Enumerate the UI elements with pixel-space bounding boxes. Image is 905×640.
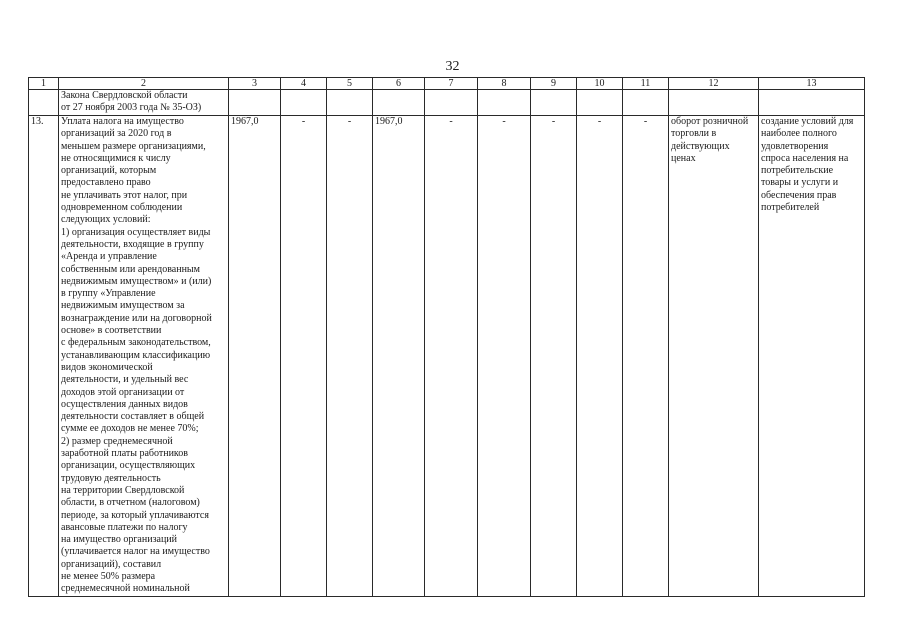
cont-cell-6 (373, 90, 425, 116)
cont-cell-12 (669, 90, 759, 116)
row-value-col6: 1967,0 (373, 116, 425, 597)
cont-cell-5 (327, 90, 373, 116)
column-number-row (29, 78, 865, 90)
row-value-col9: - (531, 116, 577, 597)
row-value-col10: - (577, 116, 623, 597)
column-header-1: 1 (29, 78, 59, 90)
row-value-col4: - (281, 116, 327, 597)
column-header-11: 11 (623, 78, 669, 90)
column-header-6: 6 (373, 78, 425, 90)
cont-cell-2: Закона Свердловской области от 27 ноября 2003 года № 35-ОЗ) (59, 90, 229, 116)
column-header-10: 10 (577, 78, 623, 90)
row-value-col3: 1967,0 (229, 116, 281, 597)
column-header-9: 9 (531, 78, 577, 90)
cont-cell-11 (623, 90, 669, 116)
cont-cell-1 (29, 90, 59, 116)
column-header-5: 5 (327, 78, 373, 90)
column-header-7: 7 (425, 78, 478, 90)
row-value-col5: - (327, 116, 373, 597)
cont-cell-13 (759, 90, 865, 116)
row-value-col11: - (623, 116, 669, 597)
row-indicator: оборот розничной торговли в действующих ценах (669, 116, 759, 597)
column-header-8: 8 (478, 78, 531, 90)
row-goal: создание условий для наиболее полного удовлетворения спроса населения на потребительские товары и услуги и обеспечения прав потребителей (759, 116, 865, 597)
row-number: 13. (29, 116, 59, 597)
cont-cell-3 (229, 90, 281, 116)
column-header-3: 3 (229, 78, 281, 90)
cont-cell-8 (478, 90, 531, 116)
column-header-13: 13 (759, 78, 865, 90)
cont-cell-9 (531, 90, 577, 116)
column-header-12: 12 (669, 78, 759, 90)
row-value-col7: - (425, 116, 478, 597)
page-number: 32 (445, 59, 460, 74)
cont-cell-4 (281, 90, 327, 116)
continuation-row (29, 90, 865, 116)
row-value-col8: - (478, 116, 531, 597)
cont-cell-10 (577, 90, 623, 116)
document-table (28, 77, 865, 597)
cont-cell-7 (425, 90, 478, 116)
row-description: Уплата налога на имущество организаций за 2020 год в меньшем размере организациями, не относящимися к числу организаций, которым предоставлено право не уплачивать этот налог, при одновременном соблюдении следующих условий: 1) организация осуществляет виды деятельности, входящие в группу «Аренда и управление собственным или арендованным недвижимым имуществом» и (или) в группу «Управление недвижимым имуществом за вознаграждение или на договорной основе» в соответствии с федеральным законодательством, устанавливающим классификацию видов экономической деятельности, и удельный вес доходов этой организации от осуществления данных видов деятельности составляет в общей сумме ее доходов не менее 70%; 2) размер среднемесячной заработной платы работников организации, осуществляющих трудовую деятельность на территории Свердловской области, в отчетном (налоговом) периоде, за который уплачиваются авансовые платежи по налогу на имущество организаций (уплачивается налог на имущество организаций), составил не менее 50% размера среднемесячной номинальной (59, 116, 229, 597)
column-header-4: 4 (281, 78, 327, 90)
column-header-2: 2 (59, 78, 229, 90)
table-row (29, 116, 865, 597)
